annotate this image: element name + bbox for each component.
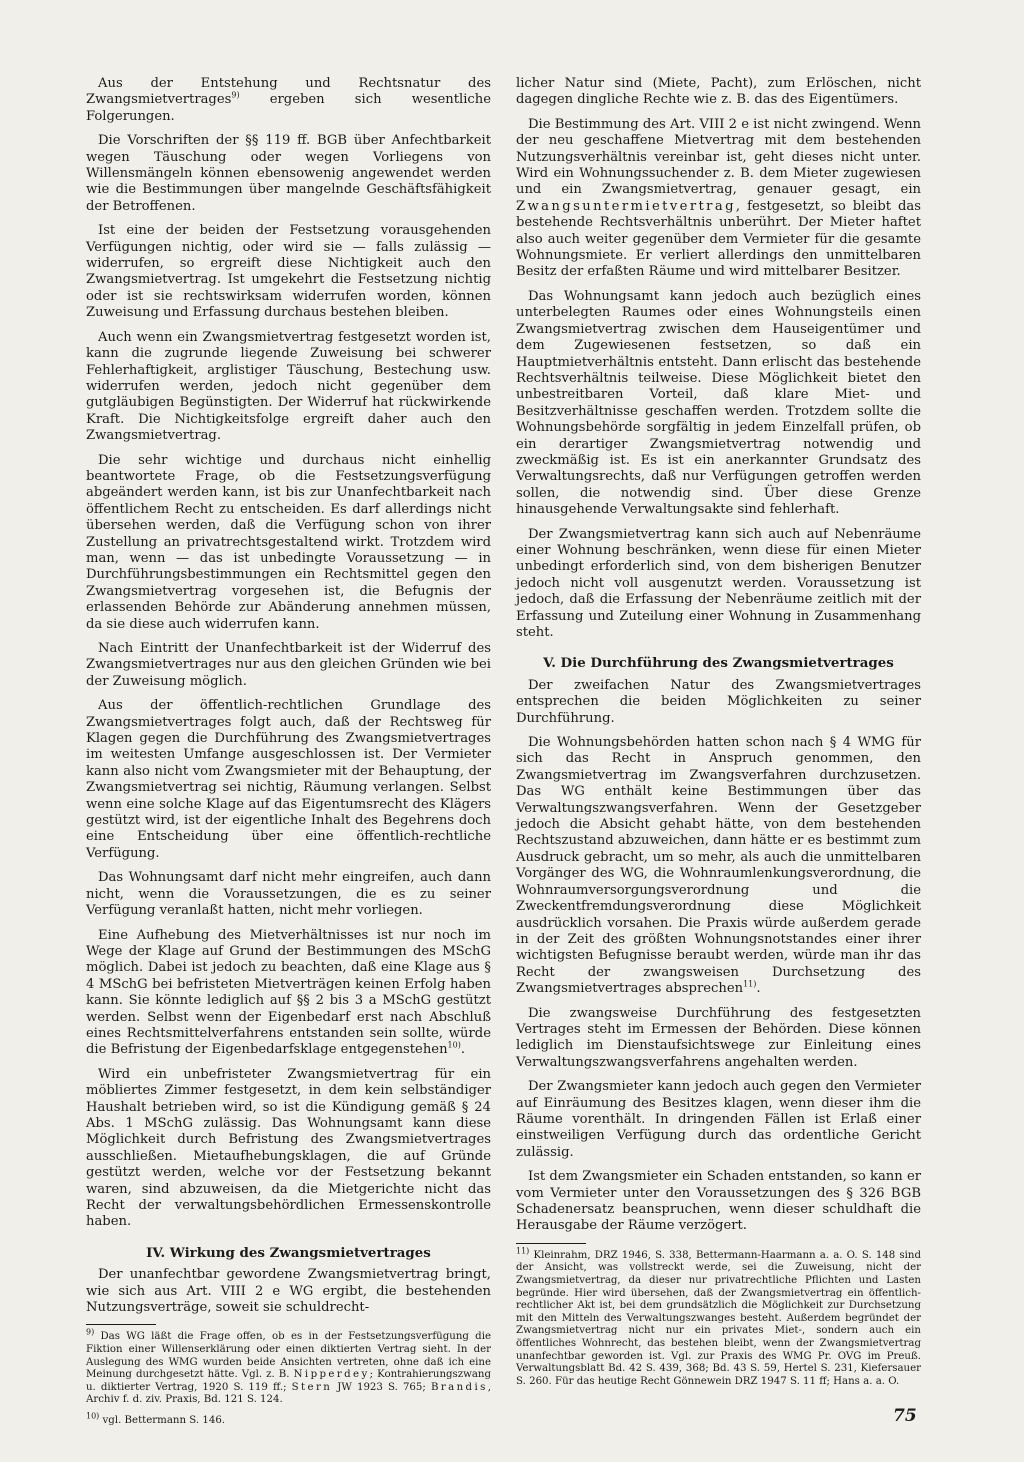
paragraph: Auch wenn ein Zwangsmietvertrag festgesetzt worden ist, kann die zugrunde liegende Zuweisung bei schwerer Fehlerhaftigkeit, arglistiger Täuschung, Bestechung usw. widerrufen werden, jedoch nicht gegenüber dem gutgläubigen Begünstigten. Der Widerruf hat rückwirkende Kraft. Die Nichtigkeitsfolge ergreift daher auch den Zwangsmietvertrag.: [86, 329, 491, 444]
paragraph: Nach Eintritt der Unanfechtbarkeit ist der Widerruf des Zwangsmietvertrages nur aus den gleichen Gründen wie bei der Zuweisung möglich.: [86, 641, 491, 689]
footnote-ref: 9): [231, 91, 240, 101]
paragraph: Die Vorschriften der §§ 119 ff. BGB über Anfechtbarkeit wegen Täuschung oder wegen Vorliegens von Willensmängeln können ebensowenig angewendet werden wie die Bestimmungen über mangelnde Geschäftsfähigkeit der Betroffenen.: [86, 133, 491, 214]
paragraph: Aus der Entstehung und Rechtsnatur des Zwangsmietvertrages$^{9)}$ ergeben sich wesentliche Folgerungen.: [86, 76, 491, 124]
footnote: $^{10)}$ vgl. Bettermann S. 146.: [86, 1411, 226, 1426]
paragraph: Der unanfechtbar gewordene Zwangsmietvertrag bringt, wie sich aus Art. VIII 2 e WG ergibt, die bestehenden Nutzungsverträge, soweit sie schuldrecht-: [86, 1267, 491, 1316]
paragraph: licher Natur sind (Miete, Pacht), zum Erlöschen, nicht dagegen dingliche Rechte wie z. B. das des Eigentümers.: [516, 76, 921, 108]
section-heading: IV. Wirkung des Zwangsmietvertrages: [146, 1244, 431, 1261]
paragraph: Die Wohnungsbehörden hatten schon nach § 4 WMG für sich das Recht in Anspruch genommen, den Zwangsmietvertrag im Zwangsverfahren durchzusetzen. Das WG enthält keine Bestimmungen über das Verwaltungszwangsverfahren. Wenn der Gesetzgeber jedoch die Absicht gehabt hätte, von dem bestehenden Rechtszustand abzuweichen, dann hätte er es bestimmt zum Ausdruck gebracht, um so mehr, als auch die unmittelbaren Vorgänger des WG, die Wohnraumlenkungsverordnung, die Wohnraumversorgungsverordnung und die Zweckentfremdungsverordnung diese Möglichkeit ausdrücklich vorsahen. Die Praxis würde außerdem gerade in der Zeit des größten Wohnungsnotstandes einer ihrer wichtigsten Befugnisse beraubt werden, würde man ihr das Recht der zwangsweisen Durchsetzung des Zwangsmietvertrages absprechen$^{11)}$.: [516, 735, 921, 997]
footnote-divider: [516, 1243, 586, 1244]
paragraph: Ist dem Zwangsmieter ein Schaden entstanden, so kann er vom Vermieter unter den Voraussetzungen des § 326 BGB Schadenersatz beanspruchen, wenn dieser schuldhaft die Herausgabe der Räume verzögert.: [516, 1169, 921, 1234]
section-heading: V. Die Durchführung des Zwangsmietvertrages: [543, 655, 894, 672]
footnote: $^{11)}$ Kleinrahm, DRZ 1946, S. 338, Bettermann-Haarmann a. a. O. S. 148 sind der Ansicht, was vollstreckt werde, sei die Zuweisung, nicht der Zwangsmietvertrag, da dieser nur privatrechtliche Pflichten und Lasten begründe. Hier wird übersehen, daß der Zwangsmietvertrag ein öffentlich-rechtlicher Akt ist, bei dem grundsätzlich die Möglichkeit zur Durchsetzung mit den Mitteln des Verwaltungszwanges besteht. Außerdem begründet der Zwangsmietvertrag nicht nur ein privates Miet-, sondern auch ein öffentliches Wohnrecht, das bestehen bleibt, wenn der Zwangsmietvertrag unanfechtbar geworden ist. Vgl. zur Praxis des WMG Pr. OVG im Preuß. Verwaltungsblatt Bd. 42 S. 439, 368; Bd. 43 S. 59, Hertel S. 231, Kiefersauer S. 260. Für das heutige Recht Gönnewein DRZ 1947 S. 11 ff; Hans a. a. O.: [516, 1246, 921, 1387]
paragraph: Wird ein unbefristeter Zwangsmietvertrag für ein möbliertes Zimmer festgesetzt, in dem kein selbständiger Haushalt betrieben wird, so ist die Kündigung gemäß § 24 Abs. 1 MSchG zulässig. Das Wohnungsamt kann diese Möglichkeit durch Befristung des Zwangsmietvertrages ausschließen. Mietaufhebungsklagen, die auf Gründe gestützt werden, welche vor der Festsetzung bekannt waren, sind abzuweisen, da die Mietgerichte nicht das Recht der verwaltungsbehördlichen Ermessenskontrolle haben.: [86, 1066, 491, 1230]
paragraph: Aus der öffentlich-rechtlichen Grundlage des Zwangsmietvertrages folgt auch, daß der Rechtsweg für Klagen gegen die Durchführung des Zwangsmietvertrages im weitesten Umfange ausgeschlossen ist. Der Vermieter kann also nicht vom Zwangsmieter mit der Behauptung, der Zwangsmietvertrag sei nichtig, Räumung verlangen. Selbst wenn eine solche Klage auf das Eigentumsrecht des Klägers gestützt wird, ist der eigentliche Inhalt des Begehrens doch eine Entscheidung über eine öffentlich-rechtliche Verfügung.: [86, 698, 491, 861]
footnote: $^{9)}$ Das WG läßt die Frage offen, ob es in der Festsetzungsverfügung die Fiktion einer Willenserklärung oder einen diktierten Vertrag sieht. In der Auslegung des WMG wurden beide Ansichten vertreten, ohne daß ich eine Meinung durchgesetzt hätte. Vgl. z. B. Nipperdey; Kontrahierungszwang u. diktierter Vertrag, 1920 S. 119 ff.; Stern JW 1923 S. 765; Brandis, Archiv f. d. ziv. Praxis, Bd. 121 S. 124.: [86, 1328, 492, 1406]
paragraph: Der zweifachen Natur des Zwangsmietvertrages entsprechen die beiden Möglichkeiten zu seiner Durchführung.: [516, 677, 921, 726]
paragraph: Ist eine der beiden der Festsetzung vorausgehenden Verfügungen nichtig, oder wird sie — falls zulässig — widerrufen, so ergreift diese Nichtigkeit auch den Zwangsmietvertrag. Ist umgekehrt die Festsetzung nichtig oder ist sie rechtswirksam widerrufen worden, können Zuweisung und Erfassung durchaus bestehen bleiben.: [86, 223, 491, 321]
footnote-divider: [86, 1324, 156, 1325]
paragraph: Die zwangsweise Durchführung des festgesetzten Vertrages steht im Ermessen der Behörden. Diese können lediglich im Dienstaufsichtswege zur Einleitung eines Verwaltungszwangsverfahrens angehalten werden.: [516, 1005, 921, 1070]
footnote-ref: 10): [447, 1040, 461, 1050]
paragraph: Das Wohnungsamt darf nicht mehr eingreifen, auch dann nicht, wenn die Voraussetzungen, die es zu seiner Verfügung veranlaßt hatten, nicht mehr vorliegen.: [86, 870, 491, 919]
paragraph: Der Zwangsmieter kann jedoch auch gegen den Vermieter auf Einräumung des Besitzes klagen, wenn dieser ihm die Räume vorenthält. In dringenden Fällen ist Erlaß einer einstweiligen Verfügung durch das ordentliche Gericht zulässig.: [516, 1079, 921, 1160]
paragraph: Die sehr wichtige und durchaus nicht einhellig beantwortete Frage, ob die Festsetzungsverfügung abgeändert werden kann, ist bis zur Unanfechtbarkeit nach öffentlichem Recht zu entscheiden. Es darf allerdings nicht übersehen werden, daß die Verfügung schon von ihrer Zustellung an privatrechtsgestaltend wirkt. Trotzdem wird man, wenn — das ist unbedingte Voraussetzung — in Durchführungsbestimmungen ein Rechtsmittel gegen den Zwangsmietvertrag vorgesehen ist, die Befugnis der erlassenden Behörde zur Abänderung annehmen müssen, da sie diese auch widerrufen kann.: [86, 452, 491, 632]
footnote-ref: 11): [743, 979, 757, 989]
page-number: 75: [893, 1406, 917, 1426]
right-column: [516, 76, 921, 1396]
paragraph: Die Bestimmung des Art. VIII 2 e ist nicht zwingend. Wenn der neu geschaffene Mietvertrag mit dem bestehenden Nutzungsverhältnis vereinbar ist, geht dieses nicht unter. Wird ein Wohnungssuchender z. B. dem Mieter zugewiesen und ein Zwangsmietvertrag, genauer gesagt, ein Zwangsuntermietvertrag, festgesetzt, so bleibt das bestehende Rechtsverhältnis unberührt. Der Mieter haftet also auch weiter gegenüber dem Vermieter für die gesamte Wohnungsmiete. Er verliert allerdings den unmittelbaren Besitz der erfaßten Räume und wird mittelbarer Besitzer.: [516, 116, 921, 280]
paragraph: Das Wohnungsamt kann jedoch auch bezüglich eines unterbelegten Raumes oder eines Wohnungsteils einen Zwangsmietvertrag zwischen dem Hauseigentümer und dem Zugewiesenen festsetzen, so daß ein Hauptmietverhältnis entsteht. Dann erlischt das bestehende Rechtsverhältnis teilweise. Diese Möglichkeit bietet den unbestreitbaren Vorteil, daß klare Miet- und Besitzverhältnisse geschaffen werden. Trotzdem sollte die Wohnungsbehörde sorgfältig in jedem Einzelfall prüfen, ob ein derartiger Zwangsmietvertrag notwendig und zweckmäßig ist. Es ist ein anerkannter Grundsatz des Verwaltungsrechts, daß nur Verfügungen getroffen werden sollen, die notwendig sind. Über diese Grenze hinausgehende Verwaltungsakte sind fehlerhaft.: [516, 288, 921, 518]
paragraph: Eine Aufhebung des Mietverhältnisses ist nur noch im Wege der Klage auf Grund der Bestimmungen des MSchG möglich. Dabei ist jedoch zu beachten, daß eine Klage aus § 4 MSchG bei befristeten Mietverträgen keinen Erfolg haben kann. Sie könnte lediglich auf §§ 2 bis 3 a MSchG gestützt werden. Selbst wenn der Eigenbedarf erst nach Abschluß eines Rechtsmittelverfahrens entstanden sein sollte, würde die Befristung der Eigenbedarfsklage entgegenstehen$^{10)}$.: [86, 927, 491, 1058]
left-column: [86, 76, 491, 1436]
paragraph: Der Zwangsmietvertrag kann sich auch auf Nebenräume einer Wohnung beschränken, wenn diese für einen Mieter unbedingt erforderlich sind, von dem bisherigen Benutzer jedoch nicht voll ausgenutzt werden. Voraussetzung ist jedoch, daß die Erfassung der Nebenräume zeitlich mit der Erfassung und Zuteilung einer Wohnung in Zusammenhang steht.: [516, 526, 921, 640]
